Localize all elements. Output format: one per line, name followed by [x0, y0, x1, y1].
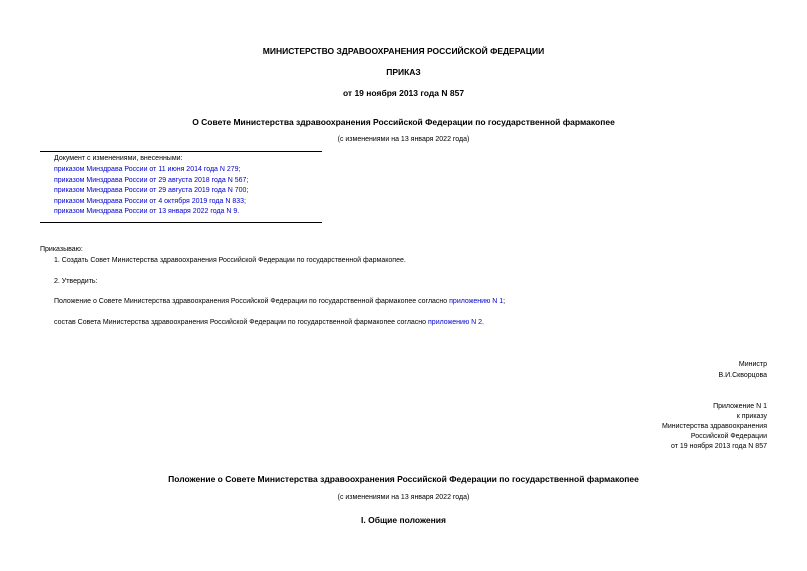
approve-composition-text: состав Совета Министерства здравоохранения Российской Федерации по государственной фармакопее согласно [54, 319, 429, 326]
order-item-1: 1. Создать Совет Министерства здравоохранения Российской Федерации по государственной фармакопее. [54, 257, 406, 264]
amendments-top-divider [40, 151, 322, 152]
amendments-intro: Документ с изменениями, внесенными: [54, 155, 183, 162]
amendment-link[interactable]: приказом Минздрава России от 4 октября 2019 года N 833; [54, 198, 246, 205]
appendix-label: Приложение N 1 [713, 403, 767, 410]
amendment-link[interactable]: приказом Минздрава России от 29 августа 2019 года N 700; [54, 187, 249, 194]
appendix-ministry: Министерства здравоохранения [662, 423, 767, 430]
appendix-to-order: к приказу [736, 413, 767, 420]
approve-regulation-text: Положение о Совете Министерства здравоохранения Российской Федерации по государственной фармакопее согласно [54, 298, 450, 305]
appendix-federation: Российской Федерации [690, 433, 767, 440]
regulation-title: Положение о Совете Министерства здравоохранения Российской Федерации по государственной фармакопее [168, 474, 639, 484]
ministry-heading: МИНИСТЕРСТВО ЗДРАВООХРАНЕНИЯ РОССИЙСКОЙ ФЕДЕРАЦИИ [262, 46, 545, 56]
order-title: О Совете Министерства здравоохранения Российской Федерации по государственной фармакопее [192, 117, 615, 127]
appendix-1-link[interactable]: приложению N 1 [449, 298, 504, 305]
doc-type-heading: ПРИКАЗ [386, 67, 421, 77]
amendment-link[interactable]: приказом Минздрава России от 11 июня 2014 года N 279; [54, 166, 241, 173]
order-word: Приказываю: [40, 246, 83, 253]
amendments-bottom-divider [40, 222, 322, 223]
order-item-2: 2. Утвердить: [54, 278, 98, 285]
signature-position: Министр [738, 361, 767, 368]
appendix-date: от 19 ноября 2013 года N 857 [671, 443, 767, 450]
approve-regulation-end: ; [503, 298, 506, 305]
approve-composition-line [54, 319, 484, 326]
signature-name: В.И.Скворцова [718, 372, 767, 379]
approve-regulation-line [54, 298, 505, 305]
amendment-link[interactable]: приказом Минздрава России от 29 августа 2018 года N 567; [54, 177, 249, 184]
changes-note: (с изменениями на 13 января 2022 года) [337, 136, 470, 143]
amendment-link[interactable]: приказом Минздрава России от 13 января 2022 года N 9. [54, 208, 240, 215]
appendix-2-link[interactable]: приложению N 2 [428, 319, 483, 326]
order-date-number: от 19 ноября 2013 года N 857 [342, 88, 465, 98]
regulation-changes-note: (с изменениями на 13 января 2022 года) [337, 494, 470, 501]
section-heading: I. Общие положения [361, 515, 446, 525]
approve-composition-end: . [482, 319, 484, 326]
